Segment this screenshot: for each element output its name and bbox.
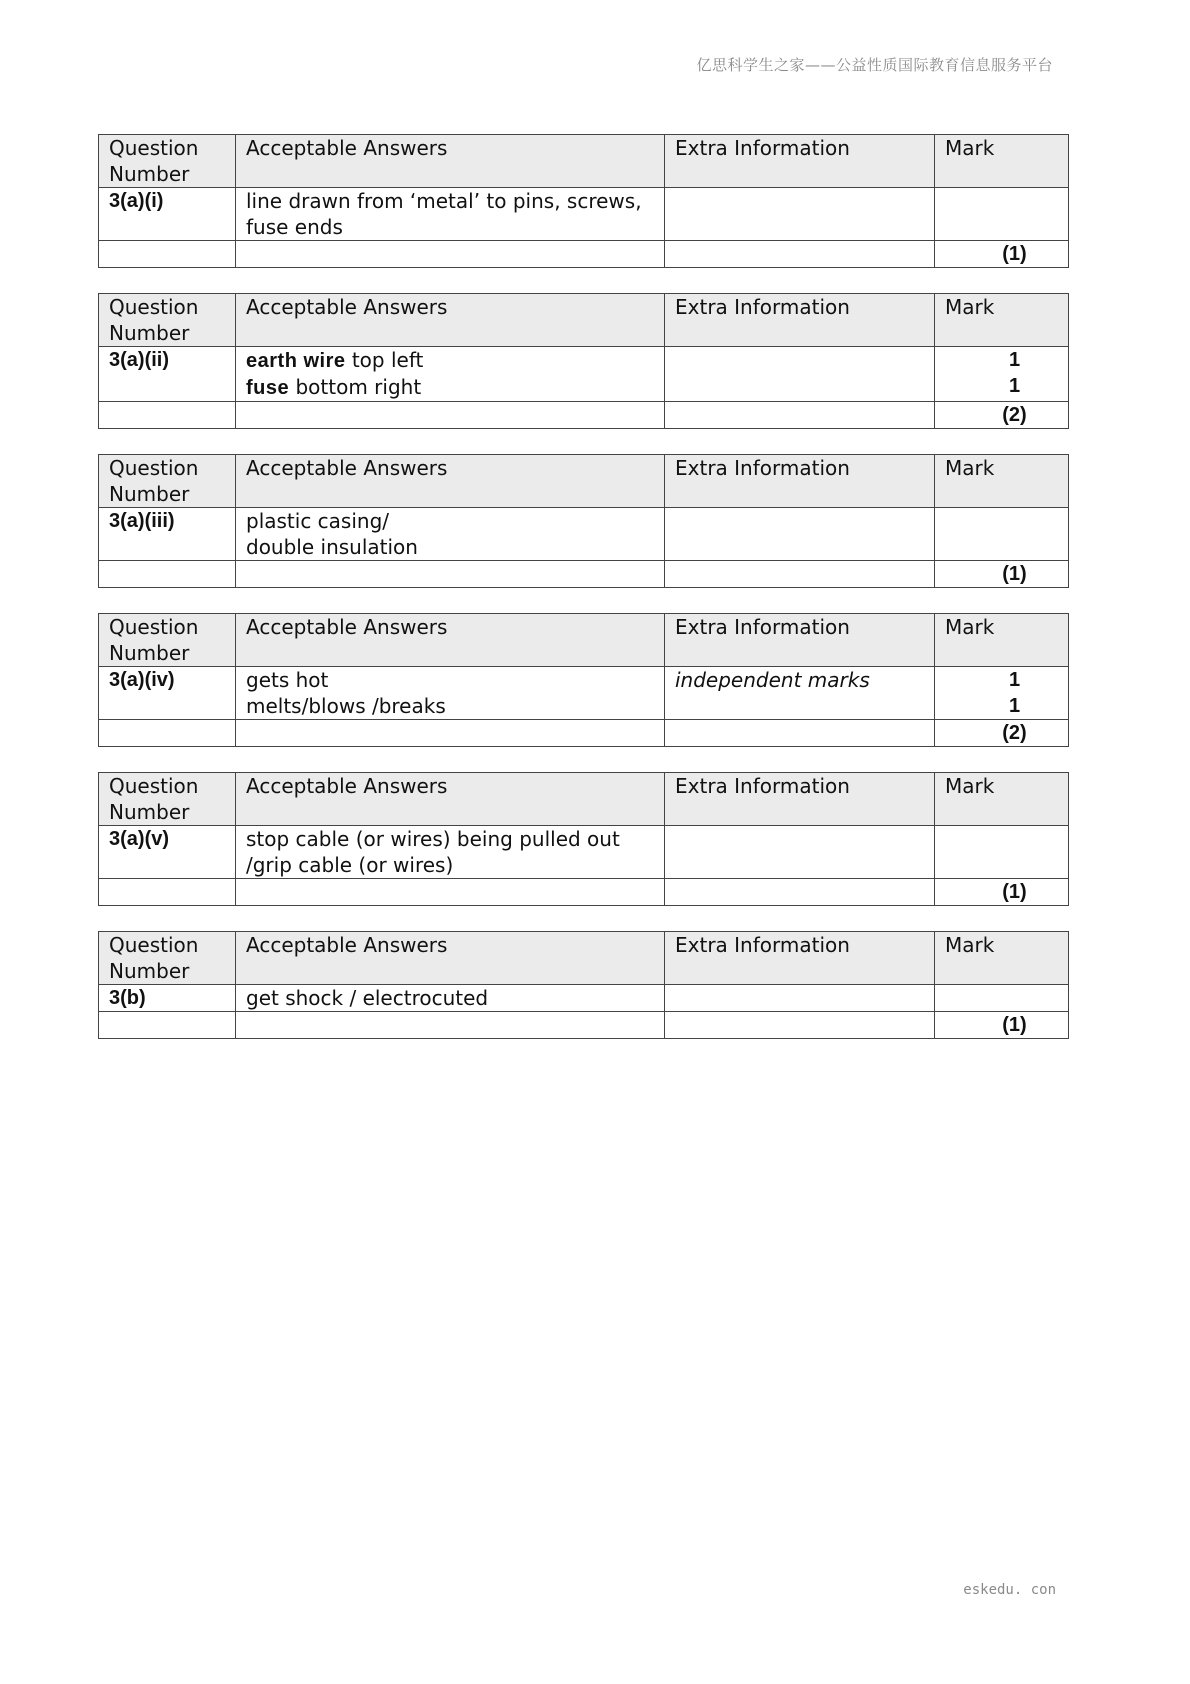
mark-value <box>935 985 1069 1012</box>
header-row <box>99 135 1069 188</box>
extra-information <box>665 985 935 1012</box>
extra-information-header: Extra Information <box>665 294 935 347</box>
total-mark: (1) <box>935 1012 1069 1039</box>
answer-row <box>99 826 1069 879</box>
acceptable-answer: line drawn from ‘metal’ to pins, screws, fuse ends <box>236 188 665 241</box>
answer-row <box>99 347 1069 402</box>
question-number-header: Question Number <box>99 294 236 347</box>
answer-row <box>99 188 1069 241</box>
mark-value: 1 1 <box>935 667 1069 720</box>
question-number-header: Question Number <box>99 135 236 188</box>
total-row <box>99 720 1069 747</box>
extra-information <box>665 508 935 561</box>
mark-scheme-table <box>98 931 1069 1039</box>
acceptable-answers-header: Acceptable Answers <box>236 135 665 188</box>
total-row <box>99 561 1069 588</box>
total-row <box>99 1012 1069 1039</box>
mark-value: 1 1 <box>935 347 1069 402</box>
question-number: 3(b) <box>99 985 236 1012</box>
answer-row <box>99 508 1069 561</box>
question-number-header: Question Number <box>99 614 236 667</box>
acceptable-answers-header: Acceptable Answers <box>236 455 665 508</box>
extra-information-header: Extra Information <box>665 135 935 188</box>
mark-scheme-table <box>98 613 1069 747</box>
acceptable-answers-header: Acceptable Answers <box>236 932 665 985</box>
mark-header: Mark <box>935 135 1069 188</box>
question-number-header: Question Number <box>99 773 236 826</box>
total-mark: (2) <box>935 402 1069 429</box>
total-row <box>99 879 1069 906</box>
question-number-header: Question Number <box>99 455 236 508</box>
acceptable-answer: gets hot melts/blows /breaks <box>236 667 665 720</box>
mark-value <box>935 188 1069 241</box>
header-row <box>99 932 1069 985</box>
extra-information <box>665 347 935 402</box>
mark-scheme-table <box>98 293 1069 429</box>
mark-header: Mark <box>935 455 1069 508</box>
answer-row <box>99 985 1069 1012</box>
extra-information <box>665 826 935 879</box>
extra-information-header: Extra Information <box>665 932 935 985</box>
total-mark: (1) <box>935 879 1069 906</box>
acceptable-answer: earth wire top left fuse bottom right <box>236 347 665 402</box>
mark-scheme <box>98 134 1068 1064</box>
mark-value <box>935 508 1069 561</box>
question-number-header: Question Number <box>99 932 236 985</box>
mark-header: Mark <box>935 294 1069 347</box>
header-watermark: 亿思科学生之家——公益性质国际教育信息服务平台 <box>696 56 1053 74</box>
acceptable-answers-header: Acceptable Answers <box>236 773 665 826</box>
acceptable-answers-header: Acceptable Answers <box>236 614 665 667</box>
total-mark: (1) <box>935 241 1069 268</box>
question-number: 3(a)(v) <box>99 826 236 879</box>
question-number: 3(a)(ii) <box>99 347 236 402</box>
footer-site: eskedu. con <box>963 1582 1056 1598</box>
header-row <box>99 294 1069 347</box>
question-number: 3(a)(iv) <box>99 667 236 720</box>
mark-header: Mark <box>935 614 1069 667</box>
acceptable-answer: get shock / electrocuted <box>236 985 665 1012</box>
question-number: 3(a)(i) <box>99 188 236 241</box>
extra-information-header: Extra Information <box>665 773 935 826</box>
extra-information: independent marks <box>665 667 935 720</box>
extra-information <box>665 188 935 241</box>
total-mark: (2) <box>935 720 1069 747</box>
mark-scheme-table <box>98 134 1069 268</box>
mark-scheme-table <box>98 454 1069 588</box>
mark-scheme-table <box>98 772 1069 906</box>
mark-header: Mark <box>935 932 1069 985</box>
header-row <box>99 614 1069 667</box>
extra-information-header: Extra Information <box>665 455 935 508</box>
question-number: 3(a)(iii) <box>99 508 236 561</box>
answer-row <box>99 667 1069 720</box>
mark-header: Mark <box>935 773 1069 826</box>
extra-information-header: Extra Information <box>665 614 935 667</box>
mark-value <box>935 826 1069 879</box>
acceptable-answer: plastic casing/ double insulation <box>236 508 665 561</box>
header-row <box>99 455 1069 508</box>
total-row <box>99 241 1069 268</box>
answer-keyword: fuse <box>246 377 290 399</box>
total-mark: (1) <box>935 561 1069 588</box>
acceptable-answer: stop cable (or wires) being pulled out /grip cable (or wires) <box>236 826 665 879</box>
answer-keyword: earth wire <box>246 350 346 372</box>
header-row <box>99 773 1069 826</box>
acceptable-answers-header: Acceptable Answers <box>236 294 665 347</box>
total-row <box>99 402 1069 429</box>
